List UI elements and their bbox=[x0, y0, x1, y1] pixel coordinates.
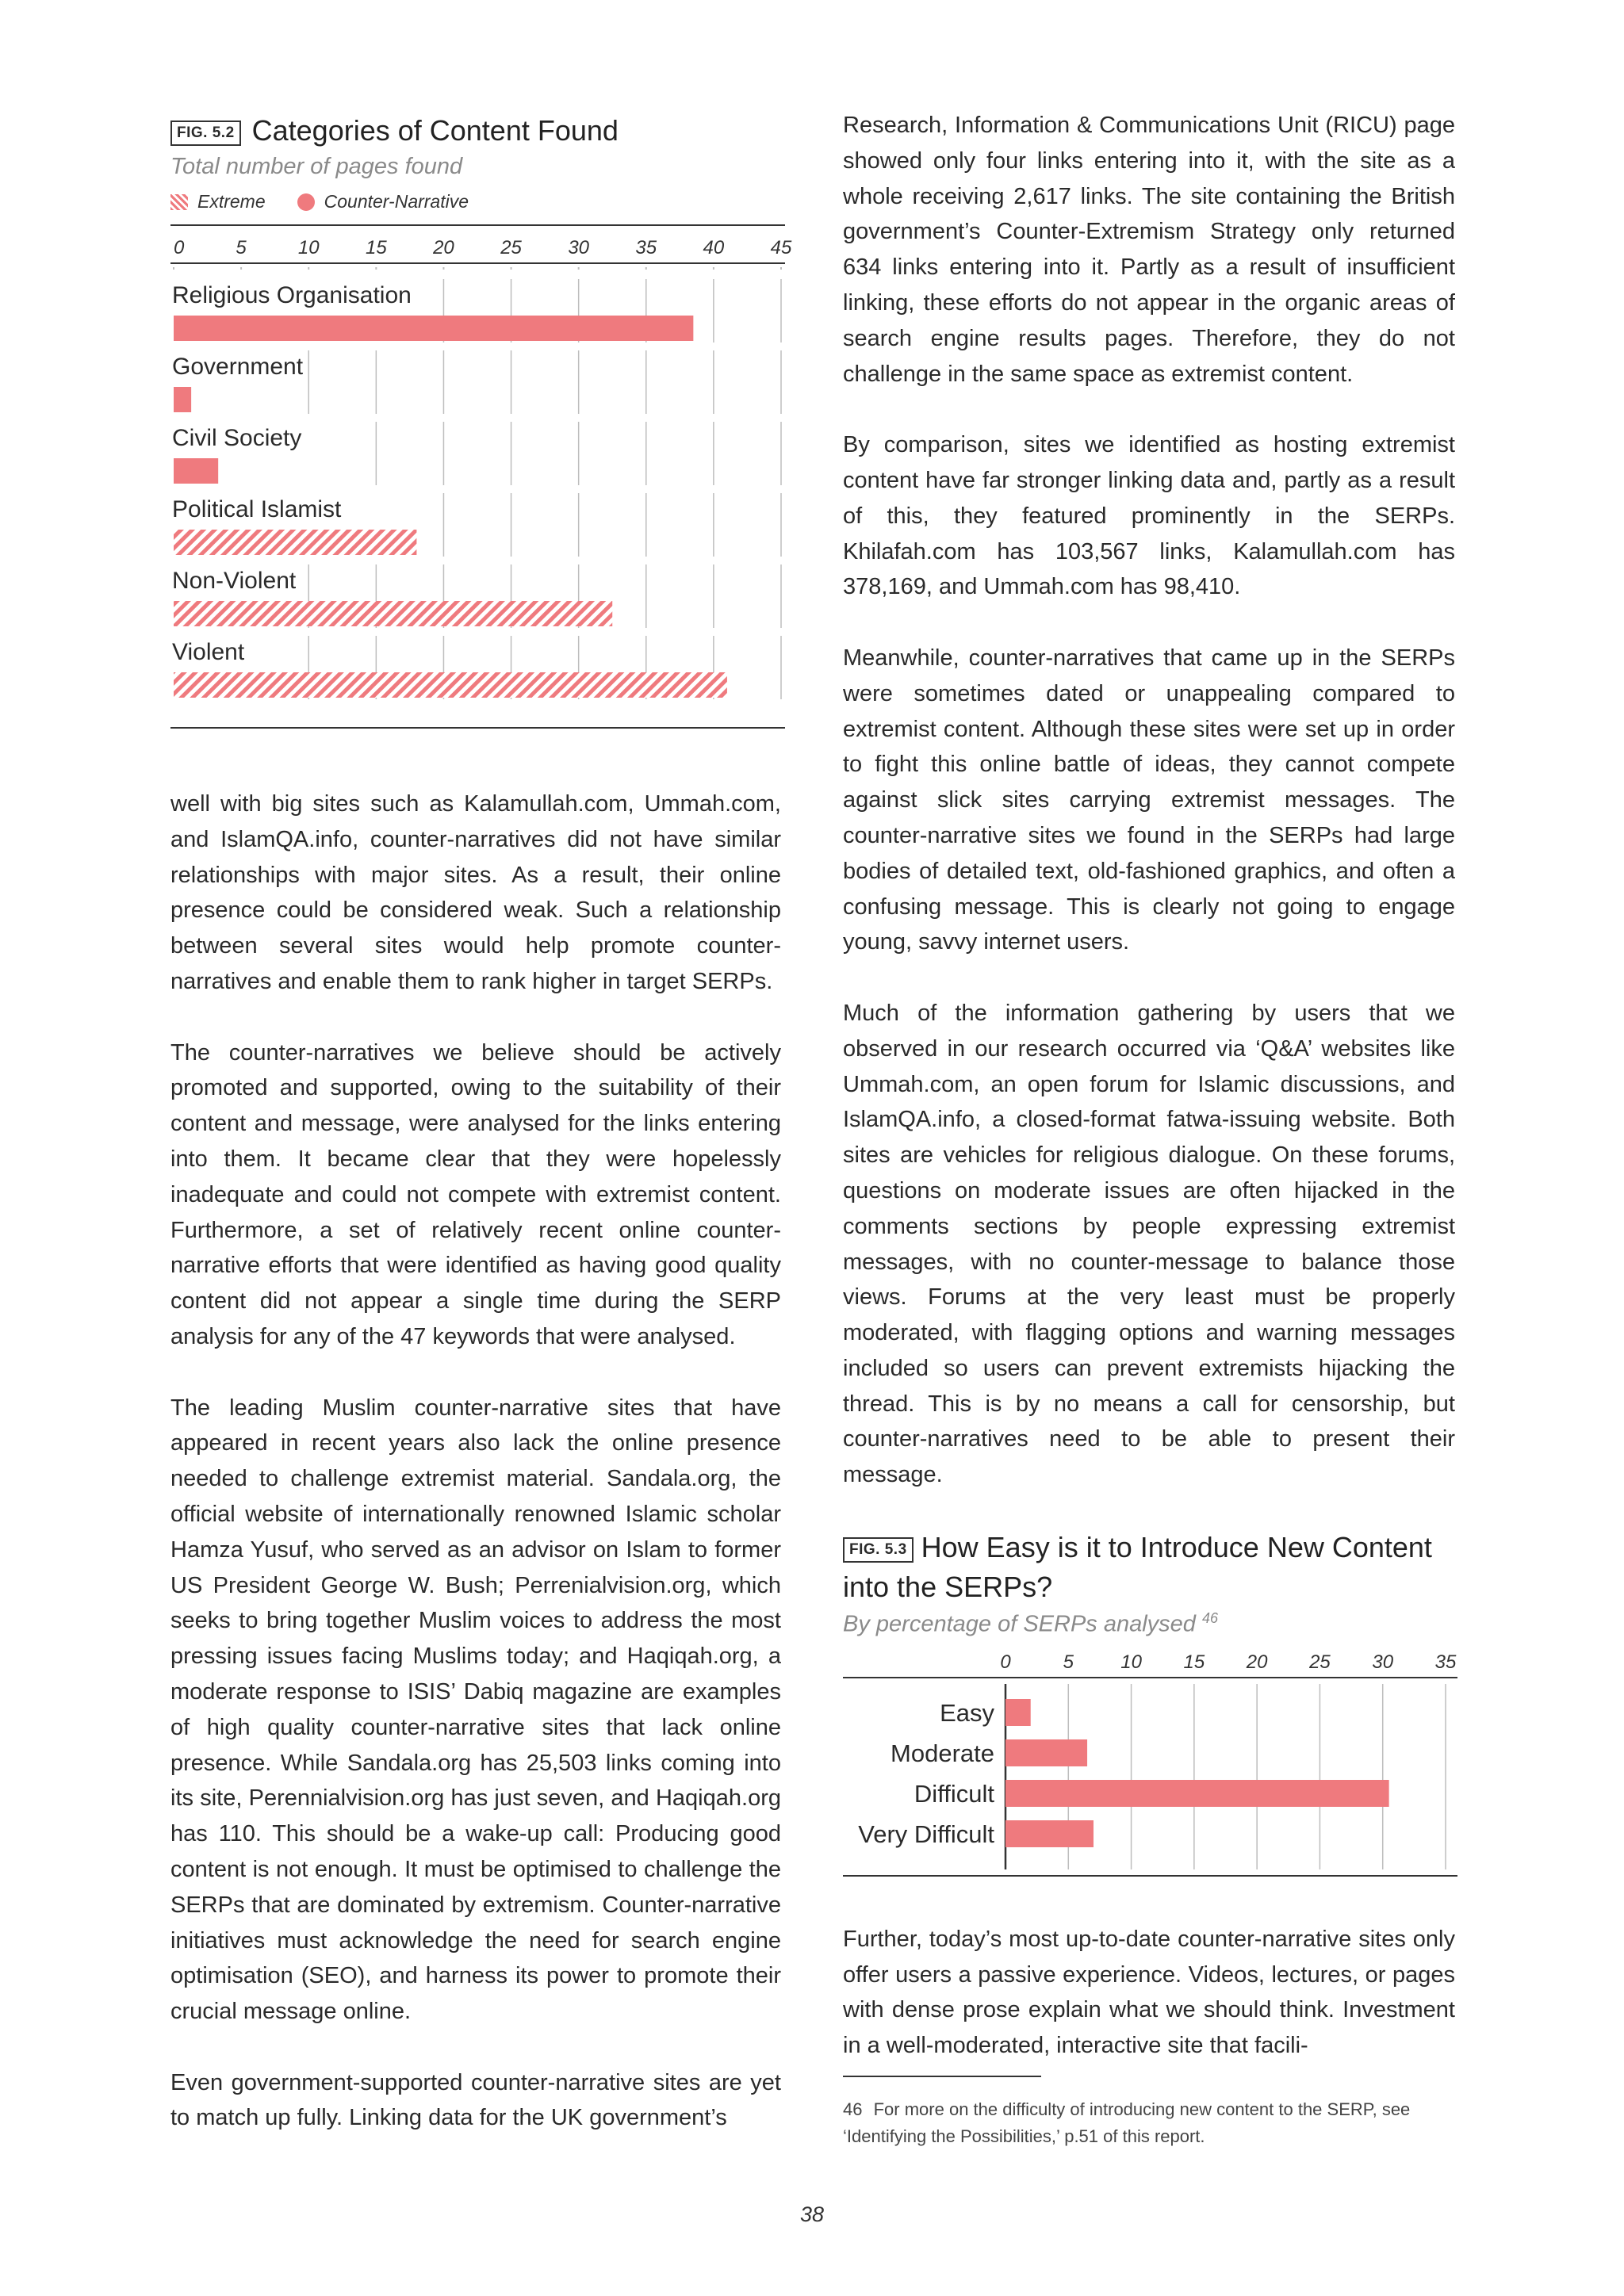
chart-categories-of-content bbox=[170, 224, 792, 731]
paragraph: The counter-narratives we believe should be actively promoted and supported, owing to the suitability of their content and message, were analysed for the links entering into them. It became clear that they were hopelessly inadequate and could not compete with extremist content. Furthermore, a set of relatively recent online counter-narrative efforts that were identified as having good quality content did not appear a single time during the SERP analysis for any of the 47 keywords that were analysed. bbox=[170, 1039, 781, 1349]
legend-item-counter-narrative bbox=[297, 191, 469, 212]
figure-subtitle: Total number of pages found bbox=[170, 154, 463, 179]
dot-swatch-icon bbox=[297, 193, 315, 211]
bar-extreme bbox=[174, 530, 416, 555]
legend-label-extreme: Extreme bbox=[197, 191, 266, 212]
footnote-divider bbox=[843, 2076, 1041, 2077]
legend-label-counter-narrative: Counter-Narrative bbox=[324, 191, 469, 212]
x-tick-label: 20 bbox=[433, 237, 454, 258]
figure-subtitle bbox=[843, 1610, 1455, 1638]
x-tick-label: 45 bbox=[770, 237, 792, 258]
chart-legend bbox=[170, 191, 781, 212]
x-tick-label: 35 bbox=[1434, 1651, 1457, 1673]
footnote-text: For more on the difficulty of introducing new content to the SERP, see ‘Identifying the Possibilities,’ p.51 of this report. bbox=[843, 2099, 1411, 2146]
bar bbox=[1005, 1699, 1031, 1726]
category-label: Moderate bbox=[891, 1739, 994, 1767]
footnote bbox=[843, 2096, 1461, 2150]
x-tick-label: 30 bbox=[568, 237, 590, 258]
figure-5-2-header bbox=[170, 111, 781, 151]
paragraph: By comparison, sites we identified as hosting extremist content have far stronger linking data and, partly as a result of this, they featured prominently in the SERPs. Khilafah.com has 103,567 links, Kalamullah.com has 378,169, and Ummah.com has 98,410. bbox=[843, 432, 1455, 600]
x-tick-label: 30 bbox=[1372, 1651, 1394, 1673]
paragraph: Even government-supported counter-narrative sites are yet to match up fully. Linking data for the UK government’s bbox=[170, 2069, 781, 2131]
bar-counter-narrative bbox=[174, 387, 191, 412]
x-tick-label: 5 bbox=[1063, 1651, 1074, 1673]
category-label: Very Difficult bbox=[858, 1820, 994, 1848]
chart-ease-of-introduction bbox=[843, 1649, 1461, 1879]
x-tick-label: 0 bbox=[1000, 1651, 1011, 1673]
bar-extreme bbox=[174, 601, 612, 626]
x-tick-label: 20 bbox=[1246, 1651, 1268, 1673]
bar bbox=[1005, 1780, 1389, 1807]
left-column-text bbox=[170, 786, 781, 2136]
category-label: Non-Violent bbox=[172, 568, 297, 594]
category-label: Religious Organisation bbox=[172, 282, 412, 308]
paragraph: Research, Information & Communications Unit (RICU) page showed only four links entering into it, with the site as a whole receiving 2,617 links. The site containing the British government’s Counter-Extremism Strategy only returned 634 links entering into it. Partly as a result of insufficient linking, these efforts do not appear in the organic areas of search engine results pages. Therefore, they do not challenge in the same space as extremist content. bbox=[843, 113, 1455, 387]
bar bbox=[1005, 1739, 1087, 1766]
x-tick-label: 40 bbox=[703, 237, 725, 258]
x-tick-label: 0 bbox=[174, 237, 185, 258]
category-label: Violent bbox=[172, 639, 245, 665]
x-tick-label: 15 bbox=[365, 237, 387, 258]
paragraph: Meanwhile, counter-narratives that came up in the SERPs were sometimes dated or unappealing compared to extremist content. Although these sites were set up in order to fight this online battle of ideas, they cannot compete against slick sites carrying extremist messages. The counter-narrative sites we found in the SERPs had large bodies of detailed text, old-fashioned graphics, and often a confusing message. This is clearly not going to engage young, savvy internet users. bbox=[843, 645, 1455, 955]
figure-5-2 bbox=[170, 111, 792, 731]
paragraph: The leading Muslim counter-narrative sites that have appeared in recent years also lack the online presence needed to challenge extremist material. Sandala.org, the official website of internationally renowned Islamic scholar Hamza Yusuf, who served as an advisor on Islam to former US President George W. Bush; Perrenialvision.org, which seeks to bring together Muslim voices to address the most pressing issues facing Muslims today; and Haqiqah.org, a moderate response to ISIS’ Dabiq magazine are examples of high quality counter-narrative sites that lack online presence. While Sandala.org has 25,503 links coming into its site, Perennialvision.org has just seven, and Haqiqah.org has 110. This should be a wake-up call: Producing good content is not enough. It must be optimised to challenge the SERPs that are dominated by extremism. Counter-narrative initiatives must acknowledge the need for search engine optimisation (SEO), and harness its power to promote their crucial message online. bbox=[170, 1395, 781, 2025]
hatch-swatch-icon bbox=[170, 194, 188, 210]
category-label: Easy bbox=[940, 1698, 994, 1727]
legend-item-extreme bbox=[170, 191, 266, 212]
paragraph: Much of the information gathering by users that we observed in our research occurred via ‘Q&A’ websites like Ummah.com, an open forum for Islamic discussions, and IslamQA.info, a closed-format fatwa-issuing website. Both sites are vehicles for religious dialogue. On these forums, questions on moderate issues are often hijacked in the comments sections by people expressing extremist messages, with no counter-message to balance those views. Forums at the very least must be properly moderated, with flagging options and warning messages included so users can prevent extremists hijacking the thread. This is by no means a call for censorship, but counter-narratives need to be able to present their message. bbox=[843, 1000, 1455, 1488]
x-tick-label: 10 bbox=[297, 237, 320, 258]
figure-subtitle-text: By percentage of SERPs analysed bbox=[843, 1611, 1196, 1637]
bar-counter-narrative bbox=[174, 316, 693, 341]
x-tick-label: 25 bbox=[500, 237, 522, 258]
figure-5-3 bbox=[843, 1528, 1455, 1879]
paragraph: well with big sites such as Kalamullah.com, Ummah.com, and IslamQA.info, counter-narratives did not have similar relationships with major sites. As a result, their online presence could be considered weak. Such a relationship between several sites would help promote counter-narratives and enable them to rank higher in target SERPs. bbox=[170, 791, 781, 994]
bar-extreme bbox=[174, 672, 727, 698]
x-tick-label: 5 bbox=[236, 237, 247, 258]
category-label: Civil Society bbox=[172, 425, 302, 451]
page-number: 38 bbox=[799, 2202, 825, 2226]
footnote-reference: 46 bbox=[1202, 1610, 1219, 1627]
figure-5-3-header bbox=[843, 1528, 1455, 1607]
bar bbox=[1005, 1820, 1094, 1847]
footnote-number: 46 bbox=[843, 2099, 863, 2119]
figure-title: How Easy is it to Introduce New Content into the SERPs? bbox=[843, 1531, 1432, 1604]
figure-badge: FIG. 5.3 bbox=[843, 1537, 914, 1563]
paragraph: Further, today’s most up-to-date counter-narrative sites only offer users a passive experience. Videos, lectures, or pages with dense prose explain what we should think. Investment in a well-moderated, interactive site that facili- bbox=[843, 1926, 1455, 2059]
category-label: Difficult bbox=[914, 1779, 994, 1808]
right-column bbox=[843, 108, 1455, 2064]
bar-counter-narrative bbox=[174, 458, 218, 484]
figure-badge: FIG. 5.2 bbox=[170, 121, 241, 146]
x-tick-label: 15 bbox=[1183, 1651, 1205, 1673]
x-tick-label: 25 bbox=[1309, 1651, 1331, 1673]
x-tick-label: 35 bbox=[635, 237, 657, 258]
figure-title: Categories of Content Found bbox=[251, 114, 619, 147]
x-tick-label: 10 bbox=[1120, 1651, 1142, 1673]
category-label: Government bbox=[172, 354, 304, 380]
category-label: Political Islamist bbox=[172, 496, 342, 522]
